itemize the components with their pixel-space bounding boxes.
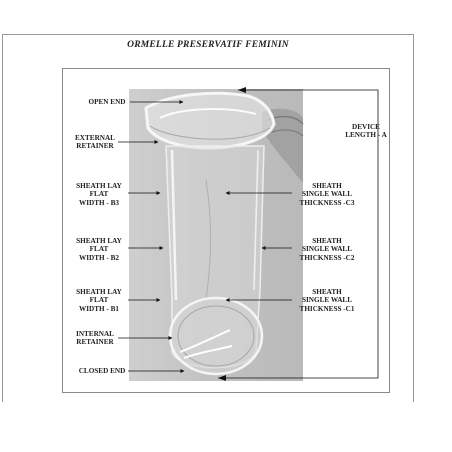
label-internal-retainer: INTERNAL RETAINER [76, 330, 114, 347]
diagram-title: ORMELLE PRESERVATIF FEMININ [127, 40, 289, 50]
label-external-retainer: EXTERNAL RETAINER [75, 134, 115, 151]
label-sheath-b3: SHEATH LAY FLAT WIDTH - B3 [76, 182, 122, 207]
label-sheath-b2: SHEATH LAY FLAT WIDTH - B2 [76, 237, 122, 262]
external-retainer-shape [146, 93, 274, 148]
label-thickness-c2: SHEATH SINGLE WALL THICKNESS -C2 [299, 237, 355, 262]
label-thickness-c3: SHEATH SINGLE WALL THICKNESS -C3 [299, 182, 355, 207]
label-thickness-c1: SHEATH SINGLE WALL THICKNESS -C1 [299, 288, 355, 313]
label-sheath-b1: SHEATH LAY FLAT WIDTH - B1 [76, 288, 122, 313]
label-closed-end: CLOSED END [78, 367, 126, 375]
label-open-end: OPEN END [88, 98, 126, 106]
label-device-length: DEVICE LENGTH - A [345, 123, 387, 140]
